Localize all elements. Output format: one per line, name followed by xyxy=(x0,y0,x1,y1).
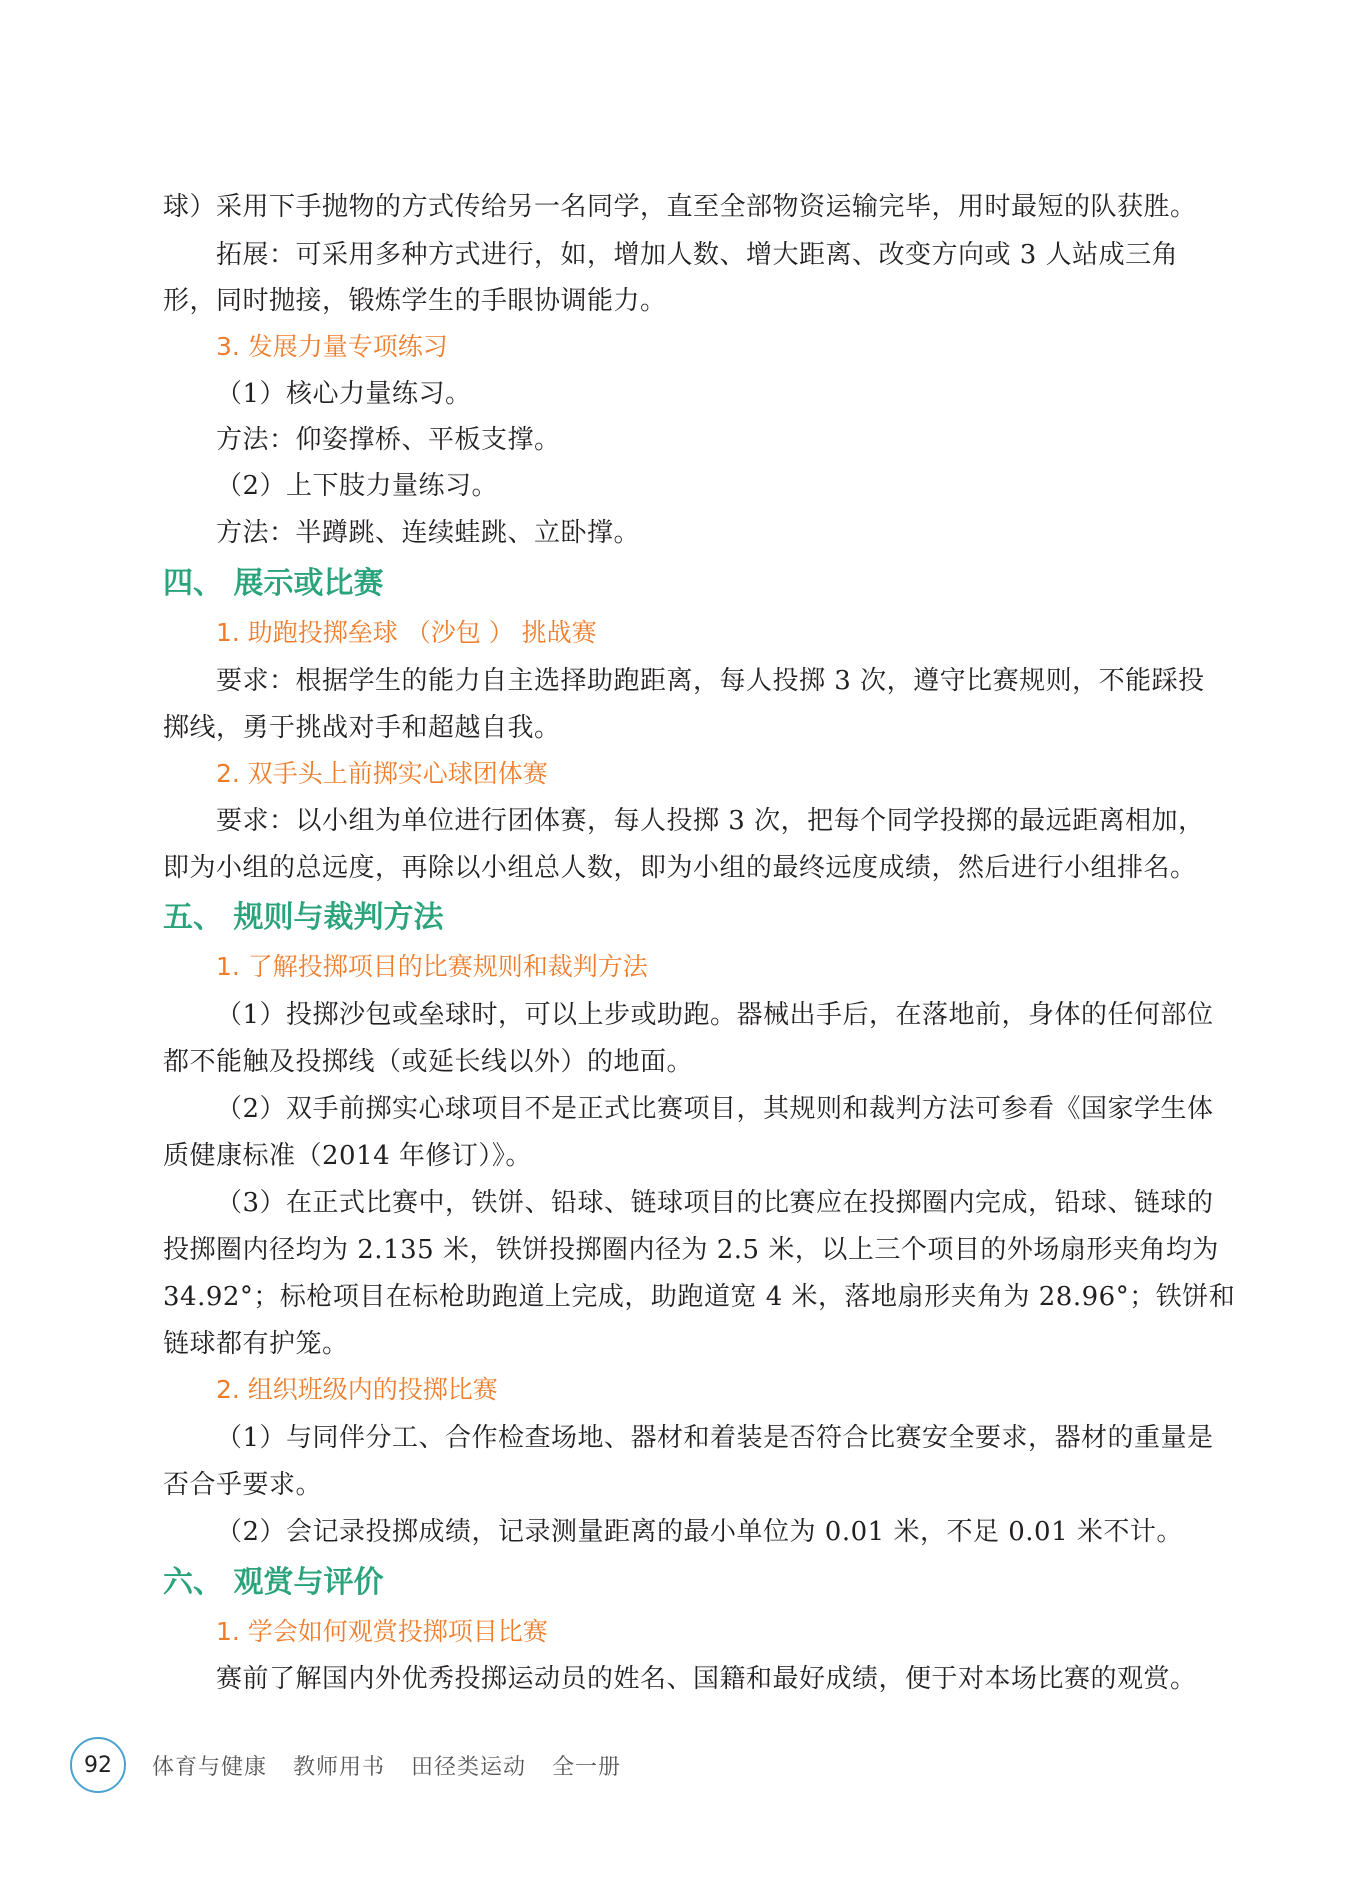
paragraph-line: 否合乎要求。 xyxy=(163,1470,323,1500)
paragraph-line: 方法：仰姿撑桥、平板支撑。 xyxy=(216,425,561,455)
paragraph-line: （1）核心力量练习。 xyxy=(216,379,472,409)
subsection-heading: 1. 助跑投掷垒球 （沙包 ） 挑战赛 xyxy=(216,618,597,647)
paragraph-line: 34.92°；标枪项目在标枪助跑道上完成，助跑道宽 4 米，落地扇形夹角为 28.96°；铁饼和 xyxy=(163,1282,1236,1312)
paragraph-line: 球）采用下手抛物的方式传给另一名同学，直至全部物资运输完毕，用时最短的队获胜。 xyxy=(163,192,1197,222)
subsection-heading: 1. 学会如何观赏投掷项目比赛 xyxy=(216,1617,548,1646)
paragraph-line: 链球都有护笼。 xyxy=(163,1329,349,1359)
paragraph-line: 要求：根据学生的能力自主选择助跑距离，每人投掷 3 次，遵守比赛规则，不能踩投 xyxy=(216,666,1205,696)
section-heading: 四、 展示或比赛 xyxy=(163,566,384,601)
page-number: 92 xyxy=(70,1737,126,1793)
paragraph-line: 拓展：可采用多种方式进行，如，增加人数、增大距离、改变方向或 3 人站成三角 xyxy=(216,240,1179,270)
book-role: 教师用书 xyxy=(293,1754,386,1780)
paragraph-line: 都不能触及投掷线（或延长线以外）的地面。 xyxy=(163,1047,694,1077)
paragraph-line: （3）在正式比赛中，铁饼、铅球、链球项目的比赛应在投掷圈内完成，铅球、链球的 xyxy=(216,1188,1214,1218)
paragraph-line: 质健康标准（2014 年修订）》。 xyxy=(163,1141,532,1171)
subsection-heading: 2. 组织班级内的投掷比赛 xyxy=(216,1375,498,1404)
page-footer xyxy=(70,1736,639,1794)
paragraph-line: 投掷圈内径均为 2.135 米，铁饼投掷圈内径为 2.5 米，以上三个项目的外场扇形夹角均为 xyxy=(163,1235,1219,1265)
paragraph-line: 要求：以小组为单位进行团体赛，每人投掷 3 次，把每个同学投掷的最远距离相加， xyxy=(216,806,1205,836)
paragraph-line: （2）双手前掷实心球项目不是正式比赛项目，其规则和裁判方法可参看《国家学生体 xyxy=(216,1094,1214,1124)
paragraph-line: 赛前了解国内外优秀投掷运动员的姓名、国籍和最好成绩，便于对本场比赛的观赏。 xyxy=(216,1664,1197,1694)
paragraph-line: 即为小组的总远度，再除以小组总人数，即为小组的最终远度成绩，然后进行小组排名。 xyxy=(163,853,1197,883)
paragraph-line: （2）会记录投掷成绩，记录测量距离的最小单位为 0.01 米，不足 0.01 米不计。 xyxy=(216,1517,1183,1547)
paragraph-line: （1）投掷沙包或垒球时，可以上步或助跑。器械出手后，在落地前，身体的任何部位 xyxy=(216,1000,1214,1030)
paragraph-line: （2）上下肢力量练习。 xyxy=(216,471,499,501)
section-heading: 六、 观赏与评价 xyxy=(163,1565,384,1600)
book-name: 体育与健康 xyxy=(152,1754,268,1780)
paragraph-line: 形，同时抛接，锻炼学生的手眼协调能力。 xyxy=(163,286,667,316)
section-heading: 五、 规则与裁判方法 xyxy=(163,900,444,935)
book-volume: 全一册 xyxy=(552,1754,622,1780)
book-title xyxy=(152,1750,639,1781)
subsection-heading: 1. 了解投掷项目的比赛规则和裁判方法 xyxy=(216,952,648,981)
paragraph-line: （1）与同伴分工、合作检查场地、器材和着装是否符合比赛安全要求，器材的重量是 xyxy=(216,1423,1214,1453)
subsection-heading: 3. 发展力量专项练习 xyxy=(216,332,448,361)
subsection-heading: 2. 双手头上前掷实心球团体赛 xyxy=(216,759,548,788)
paragraph-line: 方法：半蹲跳、连续蛙跳、立卧撑。 xyxy=(216,518,641,548)
book-category: 田径类运动 xyxy=(411,1754,527,1780)
paragraph-line: 掷线，勇于挑战对手和超越自我。 xyxy=(163,713,561,743)
